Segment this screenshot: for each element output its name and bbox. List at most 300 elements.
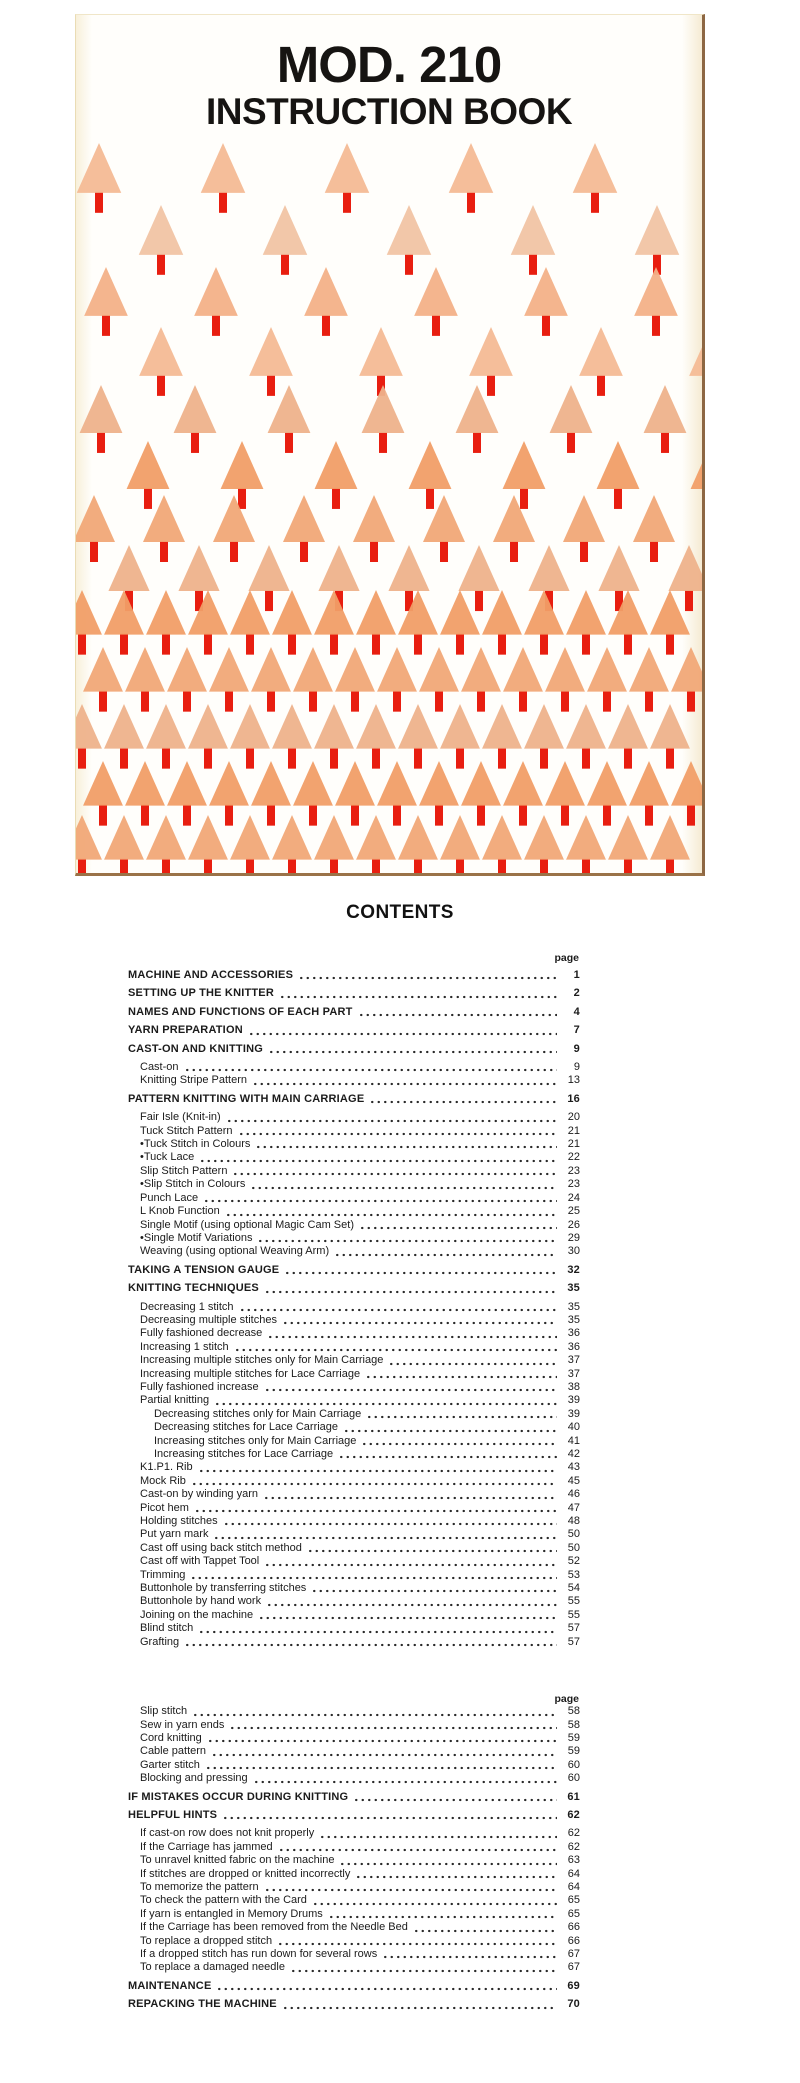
toc-section-row [128, 1998, 580, 2011]
toc-entry-row [128, 1381, 580, 1394]
tree-triangle [76, 815, 102, 860]
toc-entry-row [128, 1772, 580, 1785]
toc-entry-row [128, 1555, 580, 1568]
tree-triangle [188, 704, 228, 749]
toc-entry-label: Single Motif (using optional Magic Cam Set) [140, 1218, 354, 1231]
tree-triangle [353, 495, 395, 542]
toc-entry-label: IF MISTAKES OCCUR DURING KNITTING [128, 1790, 349, 1803]
leader-dots [264, 1290, 557, 1294]
toc-page-number: 59 [567, 1745, 580, 1758]
leader-dots [238, 1132, 557, 1136]
tree-triangle [213, 495, 255, 542]
tree-trunk [204, 748, 212, 769]
tree-trunk [332, 488, 340, 509]
tree-triangle [629, 761, 669, 806]
toc-entry-label: Cable pattern [140, 1745, 207, 1758]
toc-entry-label: Increasing 1 stitch [140, 1340, 229, 1353]
tree-trunk [183, 691, 191, 712]
tree-trunk [597, 375, 605, 396]
leader-dots [277, 1942, 557, 1946]
tree-trunk [477, 805, 485, 826]
tree-triangle [503, 441, 546, 489]
toc-entry-label: Increasing stitches only for Main Carriage [154, 1434, 357, 1447]
tree-trunk [580, 541, 588, 562]
leader-dots [264, 1563, 557, 1567]
toc-entry-row [128, 1881, 580, 1894]
toc-entry-label: L Knob Function [140, 1205, 220, 1218]
tree-trunk [645, 691, 653, 712]
tree-triangle [503, 647, 543, 692]
toc-entry-label: Decreasing stitches for Lace Carriage [154, 1421, 339, 1434]
toc-entry-row [128, 1421, 580, 1434]
tree-triangle [356, 815, 396, 860]
toc-entry-label: K1.P1. Rib [140, 1461, 193, 1474]
toc-entry-row [128, 1125, 580, 1138]
tree-trunk [97, 432, 105, 453]
toc-entry-row [128, 1111, 580, 1124]
toc-entry-label: TAKING A TENSION GAUGE [128, 1263, 280, 1276]
tree-triangle [524, 590, 564, 635]
toc-entry-label: SETTING UP THE KNITTER [128, 987, 274, 1000]
tree-triangle [388, 545, 429, 591]
tree-triangle [293, 647, 333, 692]
toc-page-number: 57 [567, 1635, 580, 1648]
tree-trunk [542, 315, 550, 336]
tree-trunk [120, 859, 128, 876]
tree-triangle [359, 327, 403, 376]
toc-page-number: 2 [573, 987, 580, 1000]
toc-section-row [128, 1282, 580, 1295]
toc-entry-label: Joining on the machine [140, 1608, 254, 1621]
tree-triangle [566, 815, 606, 860]
toc-page-number: 62 [567, 1808, 580, 1821]
toc-entry-label: Cast off using back stitch method [140, 1541, 302, 1554]
tree-trunk [160, 541, 168, 562]
toc-entry-label: To replace a dropped stitch [140, 1934, 273, 1947]
tree-trunk [265, 590, 273, 611]
tree-triangle [524, 704, 564, 749]
tree-trunk [540, 634, 548, 655]
tree-triangle [482, 704, 522, 749]
tree-trunk [624, 748, 632, 769]
toc-entry-label: YARN PREPARATION [128, 1024, 243, 1037]
tree-triangle [77, 143, 122, 193]
toc-page-number: 37 [567, 1367, 580, 1380]
toc-page-number: 62 [567, 1840, 580, 1853]
leader-dots [199, 1159, 557, 1163]
tree-trunk [372, 748, 380, 769]
toc-entry-label: Decreasing stitches only for Main Carriage [154, 1407, 362, 1420]
tree-trunk [393, 691, 401, 712]
tree-triangle [76, 495, 115, 542]
tree-trunk [141, 805, 149, 826]
leader-dots [258, 1616, 557, 1620]
tree-triangle [356, 590, 396, 635]
toc-entry-label: •Tuck Lace [140, 1151, 195, 1164]
toc-section-row [128, 1791, 580, 1804]
tree-triangle [167, 647, 207, 692]
tree-trunk [330, 748, 338, 769]
tree-trunk [661, 432, 669, 453]
toc-page-number: 21 [567, 1124, 580, 1137]
tree-triangle [293, 761, 333, 806]
tree-trunk [520, 488, 528, 509]
tree-triangle [528, 545, 569, 591]
tree-triangle [104, 590, 144, 635]
tree-trunk [456, 859, 464, 876]
leader-dots [266, 1603, 557, 1607]
toc-entry-label: Tuck Stitch Pattern [140, 1124, 233, 1137]
toc-entry-row [128, 1301, 580, 1314]
toc-entry-row [128, 1219, 580, 1232]
leader-dots [267, 1335, 557, 1339]
tree-triangle [335, 761, 375, 806]
toc-entry-label: Buttonhole by hand work [140, 1595, 262, 1608]
toc-entry-label: Increasing stitches for Lace Carriage [154, 1448, 334, 1460]
toc-section-row [128, 1980, 580, 1993]
tree-trunk [78, 748, 86, 769]
leader-dots [222, 1816, 557, 1820]
toc-page-number: 1 [573, 969, 580, 981]
leader-dots [382, 1955, 557, 1959]
tree-triangle [248, 545, 289, 591]
toc-page-number: 25 [567, 1205, 580, 1218]
toc-entry-label: •Single Motif Variations [140, 1231, 253, 1244]
toc-entry-label: MAINTENANCE [128, 1979, 212, 1992]
tree-trunk [582, 748, 590, 769]
tree-trunk [300, 541, 308, 562]
tree-triangle [482, 815, 522, 860]
tree-triangle [83, 761, 123, 806]
toc-entry-row [128, 1622, 580, 1635]
toc-entry-label: NAMES AND FUNCTIONS OF EACH PART [128, 1005, 353, 1018]
toc-block [128, 1693, 580, 2012]
tree-trunk [120, 634, 128, 655]
tree-trunk [645, 805, 653, 826]
toc-entry-label: Increasing multiple stitches only for Main Carriage [140, 1354, 384, 1367]
tree-trunk [498, 634, 506, 655]
toc-page-number: 65 [567, 1907, 580, 1920]
toc-entry-label: Cast off with Tappet Tool [140, 1555, 260, 1568]
tree-trunk [519, 691, 527, 712]
toc-entry-row [128, 1595, 580, 1608]
tree-trunk [435, 805, 443, 826]
toc-page-number: 13 [567, 1074, 580, 1087]
toc-entry-row [128, 1178, 580, 1191]
contents-heading: CONTENTS [346, 902, 454, 923]
leader-dots [232, 1172, 557, 1176]
toc-page-number: 63 [567, 1854, 580, 1867]
tree-trunk [582, 634, 590, 655]
toc-entry-label: Fully fashioned increase [140, 1380, 259, 1393]
leader-dots [226, 1119, 557, 1123]
tree-trunk [322, 315, 330, 336]
tree-trunk [603, 691, 611, 712]
toc-section-row [128, 987, 580, 1000]
toc-page-number: 9 [573, 1042, 580, 1055]
tree-trunk [225, 691, 233, 712]
toc-entry-label: Fair Isle (Knit-in) [140, 1111, 221, 1124]
leader-dots [191, 1482, 557, 1486]
tree-trunk [281, 254, 289, 275]
tree-triangle [419, 647, 459, 692]
toc-page-number: 64 [567, 1867, 580, 1880]
tree-trunk [225, 805, 233, 826]
tree-trunk [288, 748, 296, 769]
tree-trunk [405, 254, 413, 275]
toc-entry-row [128, 1569, 580, 1582]
tree-triangle [221, 441, 264, 489]
toc-page-number: 39 [567, 1394, 580, 1407]
tree-trunk [246, 748, 254, 769]
toc-page-number: 29 [567, 1231, 580, 1244]
leader-dots [198, 1630, 557, 1634]
toc-entry-label: Buttonhole by transferring stitches [140, 1582, 307, 1595]
leader-dots [365, 1375, 557, 1379]
tree-trunk [498, 748, 506, 769]
tree-triangle [461, 647, 501, 692]
tree-trunk [498, 859, 506, 876]
toc-page-number: 21 [567, 1138, 580, 1151]
toc-entry-row [128, 1341, 580, 1354]
leader-dots [312, 1902, 557, 1906]
toc-page-number: 20 [567, 1111, 580, 1124]
toc-section-row [128, 1809, 580, 1822]
tree-triangle [524, 815, 564, 860]
leader-dots [194, 1509, 557, 1513]
tree-triangle [283, 495, 325, 542]
tree-trunk [212, 315, 220, 336]
tree-trunk [144, 488, 152, 509]
toc-entry-row [128, 1705, 580, 1718]
tree-triangle [76, 590, 102, 635]
tree-triangle [579, 327, 623, 376]
tree-trunk [157, 254, 165, 275]
toc-page-number: 36 [567, 1327, 580, 1340]
toc-entry-row [128, 1061, 580, 1074]
tree-trunk [432, 315, 440, 336]
toc-page-number: 26 [567, 1218, 580, 1231]
tree-trunk [219, 192, 227, 213]
tree-triangle [80, 385, 123, 433]
tree-triangle [608, 815, 648, 860]
cover-title-block [76, 15, 702, 130]
tree-triangle [458, 545, 499, 591]
tree-trunk [666, 634, 674, 655]
tree-triangle [84, 267, 128, 316]
toc-entry-row [128, 1408, 580, 1421]
tree-triangle [493, 495, 535, 542]
tree-triangle [545, 647, 585, 692]
toc-entry-label: Cast-on by winding yarn [140, 1488, 259, 1501]
toc-block [128, 952, 580, 1649]
tree-trunk [567, 432, 575, 453]
tree-triangle [377, 647, 417, 692]
toc-entry-label: REPACKING THE MACHINE [128, 1998, 277, 2011]
toc-entry-row [128, 1582, 580, 1595]
tree-trunk [162, 634, 170, 655]
toc-page-number: 65 [567, 1894, 580, 1907]
toc-entry-row [128, 1745, 580, 1758]
toc-page-number: 9 [573, 1061, 580, 1074]
tree-triangle [449, 143, 494, 193]
toc-entry-row [128, 1461, 580, 1474]
tree-trunk [267, 375, 275, 396]
toc-entry-row [128, 1868, 580, 1881]
toc-entry-label: Put yarn mark [140, 1528, 209, 1541]
tree-trunk [456, 748, 464, 769]
tree-trunk [652, 315, 660, 336]
toc-page-number: 46 [567, 1488, 580, 1501]
tree-triangle [419, 761, 459, 806]
leader-dots [279, 995, 557, 999]
leader-dots [264, 1888, 557, 1892]
toc-entry-label: Cord knitting [140, 1731, 202, 1744]
toc-page-number: 16 [567, 1092, 580, 1105]
toc-entry-row [128, 1192, 580, 1205]
tree-triangle [598, 545, 639, 591]
tree-triangle [409, 441, 452, 489]
tree-triangle [209, 647, 249, 692]
tree-triangle [314, 815, 354, 860]
toc-entry-label: Picot hem [140, 1501, 189, 1514]
leader-dots [343, 1429, 557, 1433]
tree-triangle [650, 590, 690, 635]
tree-triangle [318, 545, 359, 591]
leader-dots [339, 1862, 557, 1866]
leader-dots [359, 1226, 557, 1230]
tree-trunk [435, 691, 443, 712]
tree-triangle [398, 704, 438, 749]
leader-dots [207, 1739, 557, 1743]
leader-dots [184, 1068, 557, 1072]
tree-trunk [204, 859, 212, 876]
tree-trunk [267, 805, 275, 826]
toc-entry-label: If the Carriage has jammed [140, 1840, 273, 1853]
toc-page-number: 60 [567, 1758, 580, 1771]
toc-entry-label: KNITTING TECHNIQUES [128, 1282, 259, 1295]
tree-trunk [204, 634, 212, 655]
leader-dots [311, 1589, 557, 1593]
leader-dots [413, 1929, 557, 1933]
tree-triangle [671, 647, 705, 692]
tree-triangle [587, 761, 627, 806]
toc-entry-row [128, 1908, 580, 1921]
toc-entry-label: Trimming [140, 1568, 186, 1581]
toc-entry-row [128, 1151, 580, 1164]
toc-entry-label: If stitches are dropped or knitted incorrectly [140, 1867, 351, 1880]
tree-trunk [246, 634, 254, 655]
tree-trunk [370, 541, 378, 562]
toc-page-number: 50 [567, 1541, 580, 1554]
tree-trunk [157, 375, 165, 396]
page-column-label: page [554, 1693, 579, 1706]
tree-trunk [120, 748, 128, 769]
leader-dots [361, 1442, 557, 1446]
leader-dots [250, 1186, 557, 1190]
toc-entry-label: Decreasing 1 stitch [140, 1300, 234, 1313]
leader-dots [284, 1271, 557, 1275]
toc-entry-label: Knitting Stripe Pattern [140, 1074, 248, 1087]
tree-triangle [188, 590, 228, 635]
leader-dots [213, 1536, 557, 1540]
toc-entry-row [128, 1609, 580, 1622]
toc-section-row [128, 969, 580, 982]
tree-triangle [230, 590, 270, 635]
tree-trunk [238, 488, 246, 509]
toc-entry-row [128, 1327, 580, 1340]
toc-entry-label: Grafting [140, 1635, 180, 1648]
toc-page-number: 41 [567, 1434, 580, 1447]
toc-section-row [128, 1006, 580, 1019]
toc-entry-row [128, 1528, 580, 1541]
tree-triangle [335, 647, 375, 692]
toc-entry-label: Cast-on [140, 1061, 179, 1074]
leader-dots [298, 976, 557, 980]
toc-page-number: 69 [567, 1979, 580, 1992]
tree-forest-pattern [76, 15, 705, 876]
toc-page-number: 66 [567, 1921, 580, 1934]
toc-entry-row [128, 1827, 580, 1840]
tree-triangle [633, 495, 675, 542]
tree-triangle [644, 385, 687, 433]
leader-dots [239, 1308, 557, 1312]
toc-entry-label: Holding stitches [140, 1515, 218, 1528]
toc-entry-label: CAST-ON AND KNITTING [128, 1042, 263, 1055]
tree-triangle [209, 761, 249, 806]
tree-trunk [487, 375, 495, 396]
tree-triangle [608, 704, 648, 749]
tree-triangle [201, 143, 246, 193]
toc-entry-row [128, 1205, 580, 1218]
tree-triangle [398, 590, 438, 635]
toc-entry-label: Slip Stitch Pattern [140, 1164, 228, 1177]
toc-entry-row [128, 1448, 580, 1461]
toc-page-number: 30 [567, 1245, 580, 1258]
tree-trunk [285, 432, 293, 453]
tree-triangle [188, 815, 228, 860]
leader-dots [255, 1145, 557, 1149]
tree-triangle [587, 647, 627, 692]
tree-trunk [230, 541, 238, 562]
toc-entry-row [128, 1732, 580, 1745]
toc-entry-row [128, 1948, 580, 1961]
tree-trunk [414, 748, 422, 769]
tree-triangle [139, 327, 183, 376]
toc-page-number: 35 [567, 1300, 580, 1313]
tree-trunk [330, 859, 338, 876]
tree-trunk [440, 541, 448, 562]
leader-dots [278, 1848, 557, 1852]
tree-trunk [95, 192, 103, 213]
tree-triangle [440, 590, 480, 635]
tree-triangle [139, 205, 184, 255]
toc-section-row [128, 1043, 580, 1056]
tree-trunk [309, 691, 317, 712]
toc-entry-label: Blind stitch [140, 1622, 194, 1635]
toc-entry-label: Fully fashioned decrease [140, 1327, 263, 1340]
tree-trunk [666, 859, 674, 876]
toc-entry-label: PATTERN KNITTING WITH MAIN CARRIAGE [128, 1092, 365, 1105]
toc-entry-row [128, 1502, 580, 1515]
tree-triangle [414, 267, 458, 316]
toc-entry-label: MACHINE AND ACCESSORIES [128, 969, 294, 981]
tree-triangle [440, 704, 480, 749]
tree-trunk [183, 805, 191, 826]
toc-page-number: 40 [567, 1421, 580, 1434]
leader-dots [353, 1798, 557, 1802]
leader-dots [214, 1402, 557, 1406]
